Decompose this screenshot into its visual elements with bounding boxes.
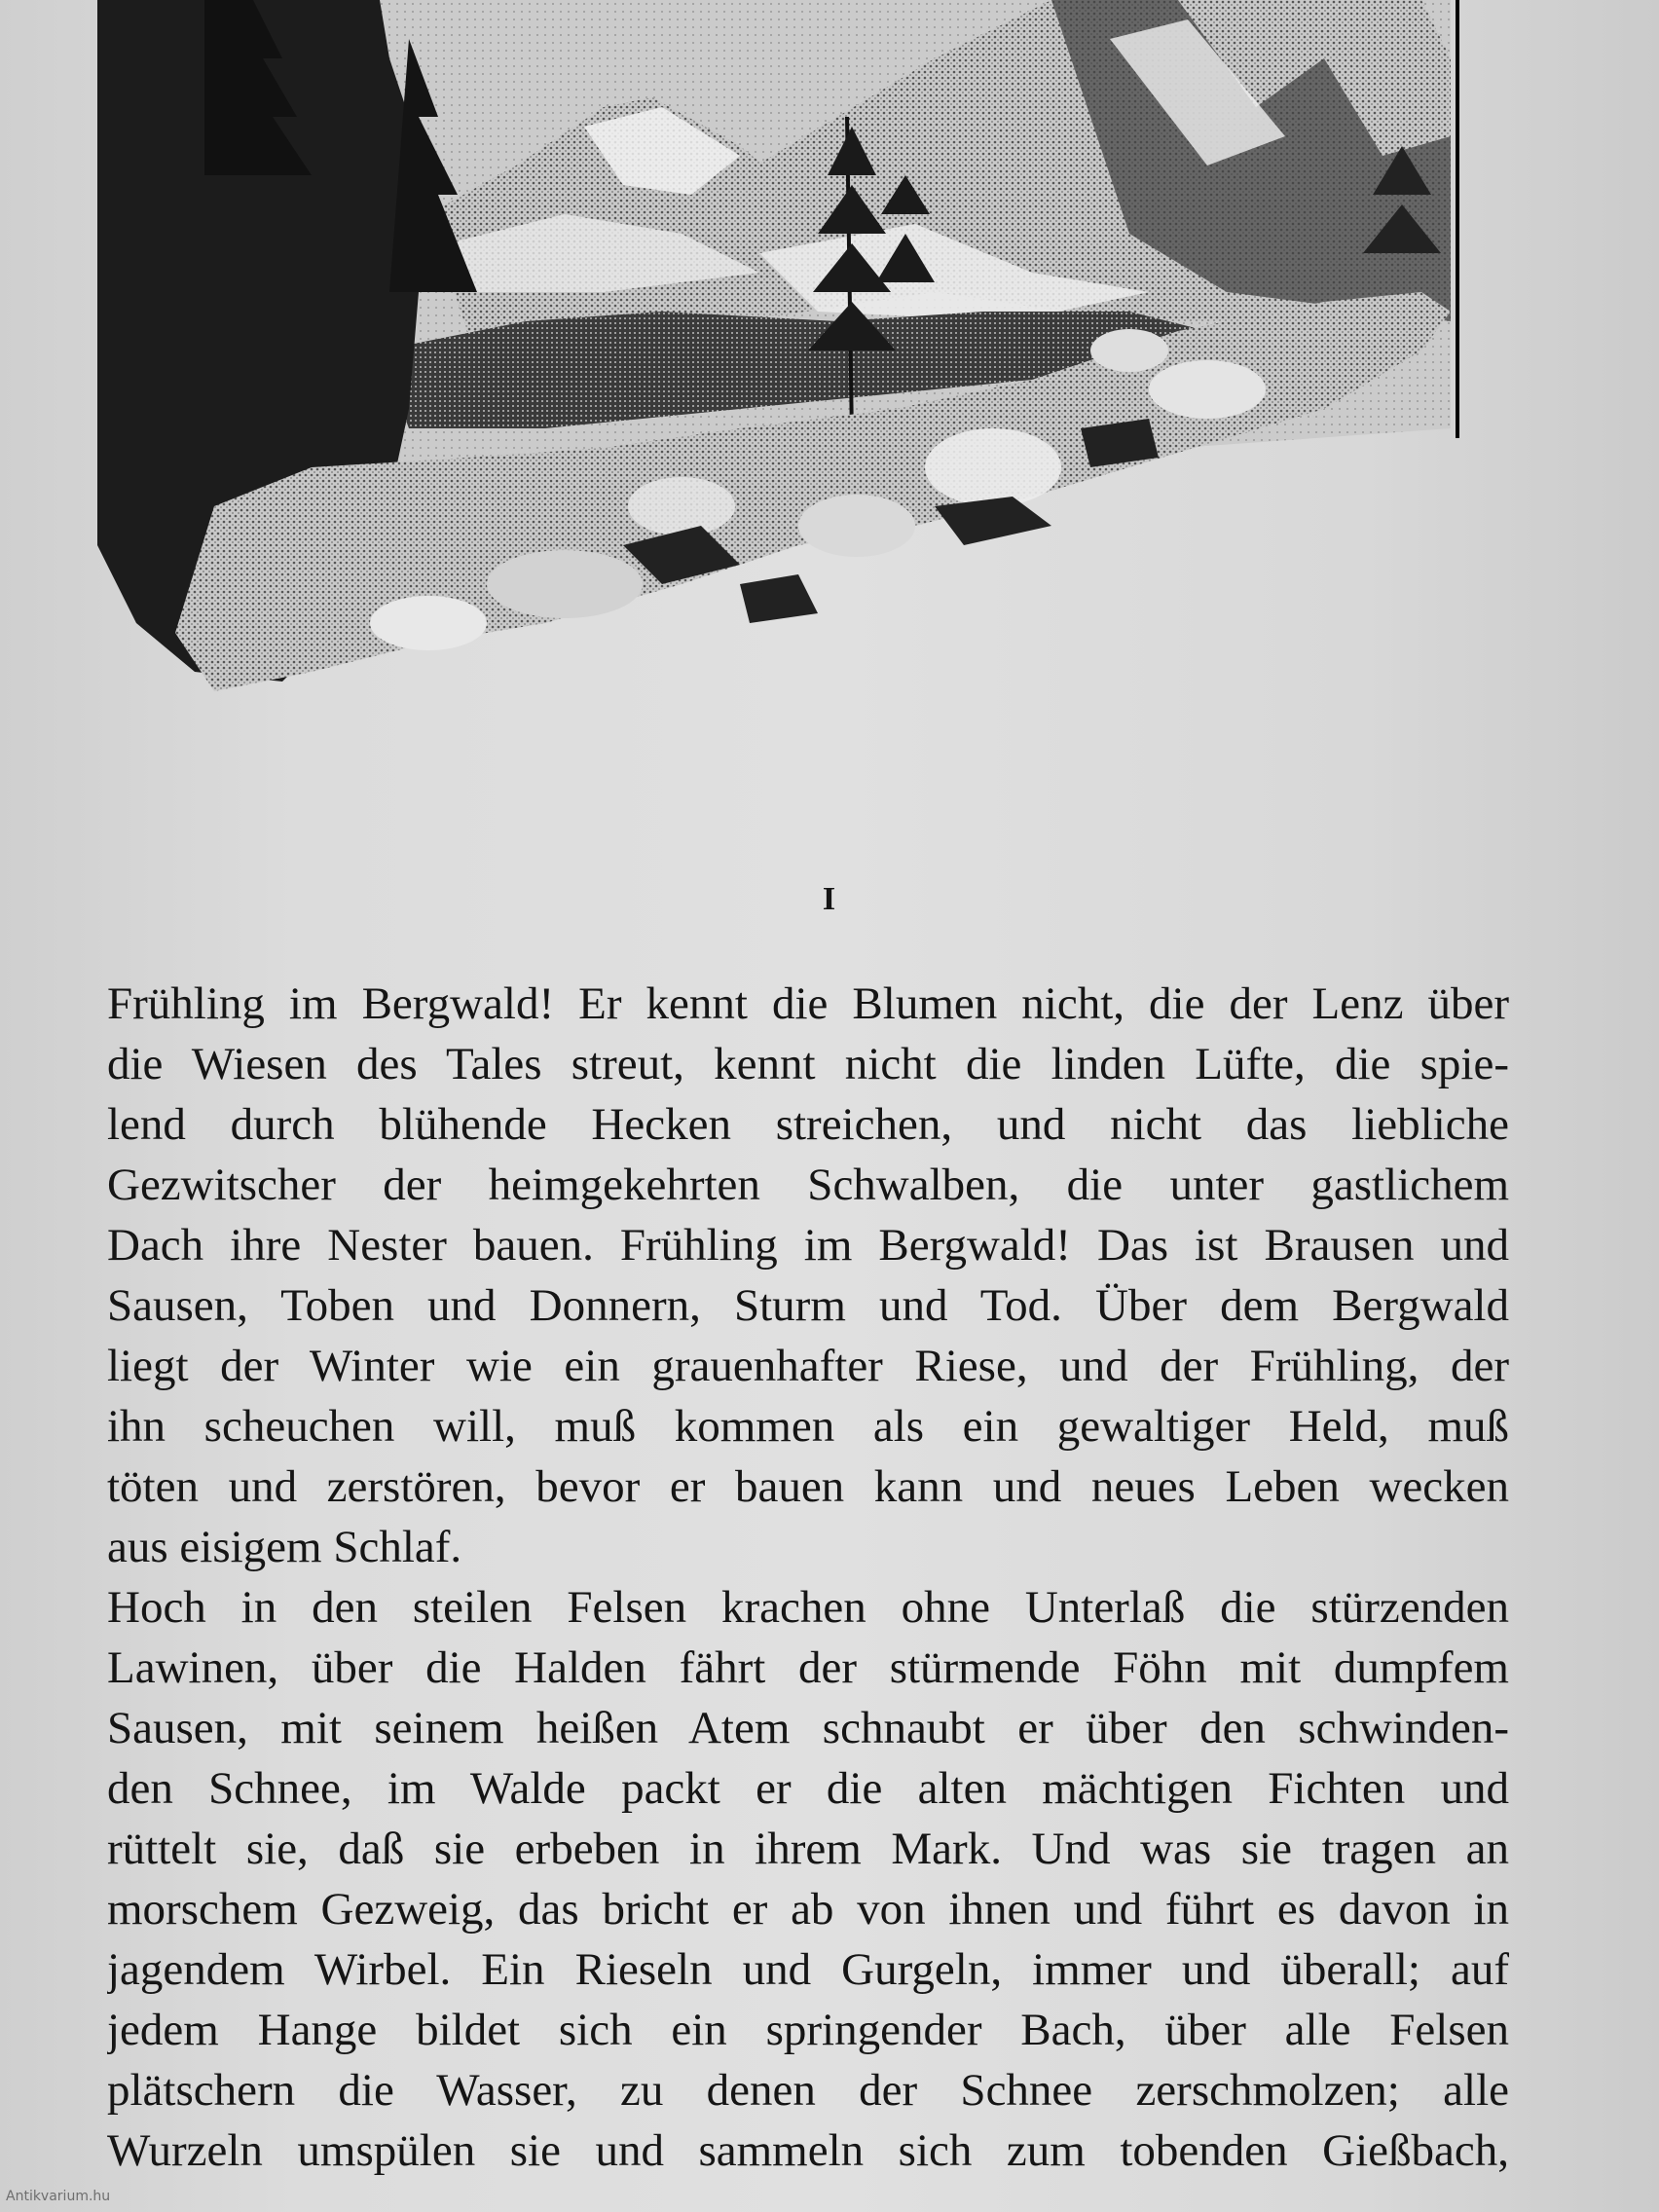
text-line: ihn scheuchen will, muß kommen als ein gewaltiger Held, muß xyxy=(107,1401,1509,1452)
paragraph-2 xyxy=(107,1577,1509,2181)
text-line: aus eisigem Schlaf. xyxy=(107,1522,462,1572)
text-line: jedem Hange bildet sich ein springender Bach, über alle Felsen xyxy=(107,2005,1509,2055)
text-line: liegt der Winter wie ein grauenhafter Riese, und der Frühling, der xyxy=(107,1341,1509,1391)
text-line: den Schnee, im Walde packt er die alten mächtigen Fichten und xyxy=(107,1763,1509,1814)
text-line: jagendem Wirbel. Ein Rieseln und Gurgeln, immer und überall; auf xyxy=(107,1944,1509,1995)
text-line: plätschern die Wasser, zu denen der Schnee zerschmolzen; alle xyxy=(107,2065,1509,2116)
watermark: Antikvarium.hu xyxy=(6,2189,111,2204)
mountain-forest-illustration xyxy=(58,0,1470,701)
text-line: Gezwitscher der heimgekehrten Schwalben, die unter gastlichem xyxy=(107,1160,1509,1210)
chapter-number: I xyxy=(822,881,837,917)
text-line: Dach ihre Nester bauen. Frühling im Bergwald! Das ist Brausen und xyxy=(107,1220,1509,1271)
text-line: rüttelt sie, daß sie erbeben in ihrem Mark. Und was sie tragen an xyxy=(107,1824,1509,1874)
text-line: lend durch blühende Hecken streichen, und nicht das liebliche xyxy=(107,1099,1509,1150)
text-line: Sausen, Toben und Donnern, Sturm und Tod. Über dem Bergwald xyxy=(107,1280,1509,1331)
text-line: töten und zerstören, bevor er bauen kann und neues Leben wecken xyxy=(107,1461,1509,1512)
text-line: morschem Gezweig, das bricht er ab von ihnen und führt es davon in xyxy=(107,1884,1509,1935)
text-line: die Wiesen des Tales streut, kennt nicht die linden Lüfte, die spie- xyxy=(107,1039,1509,1089)
text-line: Wurzeln umspülen sie und sammeln sich zum tobenden Gießbach, xyxy=(107,2125,1509,2176)
text-line: Hoch in den steilen Felsen krachen ohne Unterlaß die stürzenden xyxy=(107,1582,1509,1633)
text-line: Frühling im Bergwald! Er kennt die Blumen nicht, die der Lenz über xyxy=(107,978,1509,1029)
body-text xyxy=(107,974,1509,2181)
paragraph-1 xyxy=(107,974,1509,1577)
text-line: Lawinen, über die Halden fährt der stürmende Föhn mit dumpfem xyxy=(107,1642,1509,1693)
text-line: Sausen, mit seinem heißen Atem schnaubt er über den schwinden- xyxy=(107,1703,1509,1753)
